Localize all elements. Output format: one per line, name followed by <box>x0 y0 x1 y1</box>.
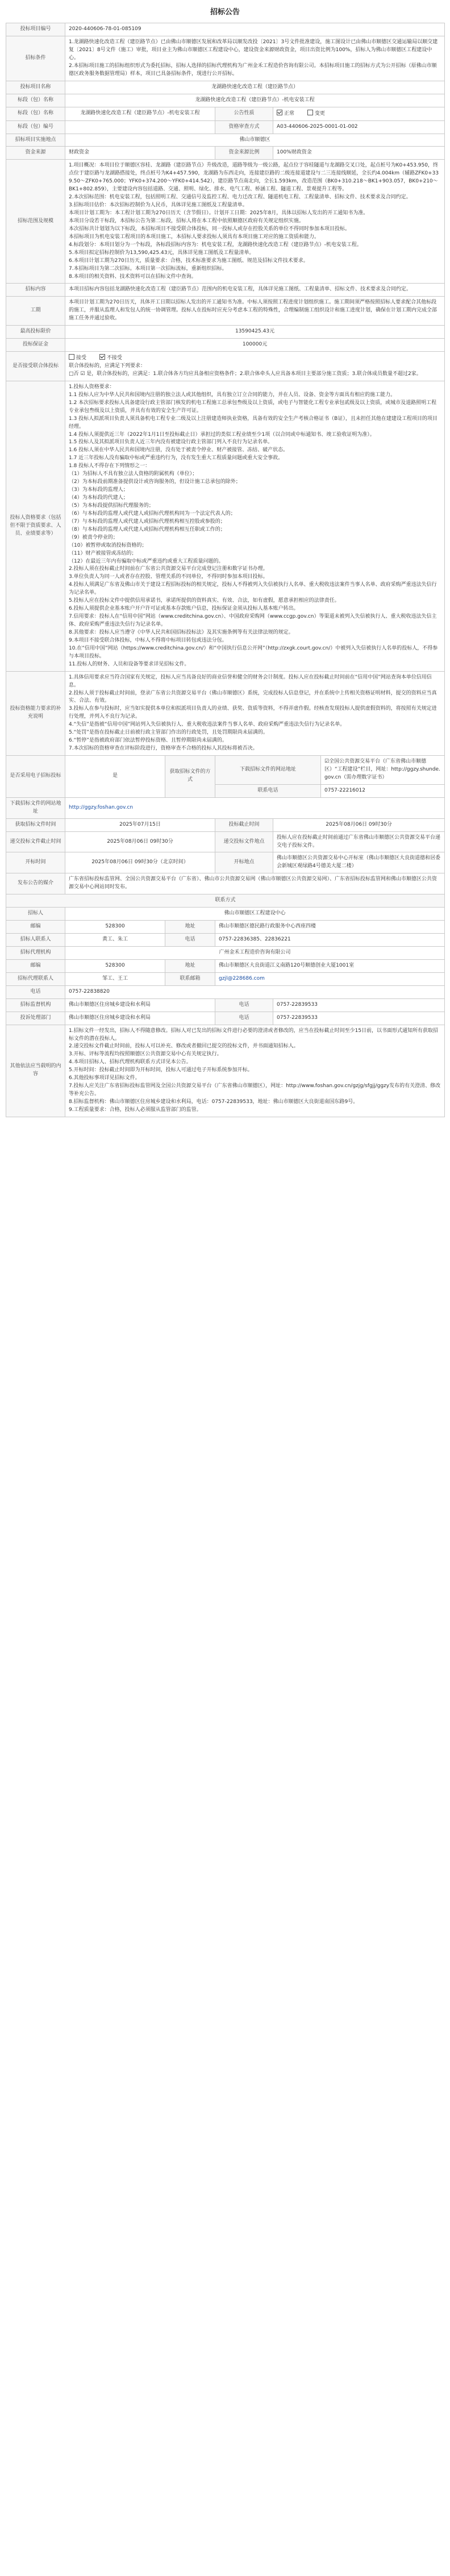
qualification-line: 8.其他要求：投标人应当遵守《中华人民共和国招标投标法》及其实施条例等有关法律法规的规定。 <box>69 629 294 635</box>
row-tenderer <box>6 908 445 921</box>
access-time-label: 获取招标文件时间 <box>6 818 65 831</box>
section-name-label-2: 标段（包）名称 <box>6 107 65 120</box>
qualification-line: 1.3 投标人拟派项目负责人须具备机电工程专业二级及以上注册建造师执业资格，具备有效的安全生产考核合格证书（B证），且未担任其他在建建设工程项目的项目经理。 <box>69 415 438 430</box>
tenderer-contact-label: 招标人联系人 <box>6 934 65 947</box>
row-complaint <box>6 1012 445 1025</box>
fund-source-label: 资金来源 <box>6 147 65 160</box>
access-label: 获取招标文件的方式 <box>165 756 215 798</box>
row-overview <box>6 160 445 284</box>
overview-line: 3.招标项目估价：本次招标控制价为人民币，具体详见施工图纸及工程量清单。 <box>69 202 248 209</box>
row-time-2 <box>6 831 445 852</box>
row-tenderer-contact <box>6 934 445 947</box>
overview-line: 本项目分设若干标段，本招标公告为第二标段，招标人将在本工程中依照顺德区政府有关规定组织实施。 <box>69 218 305 224</box>
verify-line: 4.“失信”是指被“信用中国”网站列入失信被执行人、重大税收违法案件当事人名单、政府采购严重违法失信行为记录名单。 <box>69 722 345 728</box>
overview-line: 6.本项目计划工期为270日历天，质量要求：合格，技术标准要求为施工图纸、规范及招标文件技术要求。 <box>69 257 309 264</box>
fund-source: 财政资金 <box>65 147 215 160</box>
control-price-label: 最高投标限价 <box>6 326 65 339</box>
qualification-line: 4.投标人须满足广东省及佛山市关于建设工程招标投标的相关规定，投标人不得被列入失信被执行人名单、重大税收违法案件当事人名单、政府采购严重违法失信行为记录名单。 <box>69 582 437 596</box>
row-platform <box>6 756 445 785</box>
row-agency <box>6 946 445 959</box>
agency-address: 佛山市顺德区大良街道江义南路120号顺德创业大厦1001室 <box>215 959 445 972</box>
qualification-line: 1.8 投标人不得存在下列情形之一： <box>69 463 151 469</box>
overview-line: 1.项目概况：本项目位于顺德区容桂、龙湖路（建臣路节点）升级改造，道路等级为一级公路，起点位于容桂隧道与龙湖路交叉口处，起点桩号为K0+453.950，终点位于建臣路与龙湖路搭接处，终点桩号为K4+457.590，龙湖路为东西走向，连接建臣路的二级连接道建设与二三连接线顺延，全长约4.004km（辅路ZFK0+339.50～ZFK0+765.000；YFK0+374.200～YFK0+414.542），建臣路节点南北向，全长1.593km，改造范围（BK0+310.218～BK1+903.057，BK0+210～BK1+802.859），主要建设内容包括道路、交通、照明、绿化、排水、电气工程、桥涵工程、隧道工程、景观提升工程等。 <box>69 163 439 193</box>
page-title: 招标公告 <box>210 8 240 16</box>
overview-line: 4.标段划分：本项目划分为一个标段，各标段招标内容为：机电安装工程，龙湖路快速化改造工程（建臣路节点）-机电安装工程。 <box>69 242 362 248</box>
control-price: 13590425.43元 <box>65 326 445 339</box>
joint-option-accept <box>69 354 86 363</box>
agency-email-label: 联系邮箱 <box>165 972 215 985</box>
review-label: 资格审查方式 <box>215 120 273 134</box>
basis-text <box>65 36 445 81</box>
overview-label: 招标范围及规模 <box>6 160 65 284</box>
open-place: 佛山市顺德区公共资源交易中心开标室（佛山市顺德区大良街道德和居委会新城区观绿路4号德美大厦二楼） <box>273 852 445 873</box>
phone: 0757-22216012 <box>321 784 445 797</box>
file-deadline-label: 递交投标文件截止时间 <box>6 831 65 852</box>
tenderer-postcode-label: 邮编 <box>6 921 65 934</box>
project-code: 2020-440606-78-01-085109 <box>65 23 445 36</box>
row-verify <box>6 671 445 755</box>
overview-line: 本项目计划工期为：本工程计划工期为270日历天（含节假日）。计划开工日期：2025年8月，具体以招标人发出的开工通知书为准。 <box>69 210 369 217</box>
row-section-name <box>6 94 445 107</box>
tenderer-phone-label: 电话 <box>165 934 215 947</box>
notice-type <box>273 107 445 120</box>
basis-line: 2.本招标项目施工的招标组织形式为委托招标，招标人选择的招标代理机构为广州金禾工程造价咨询有限公司。本招标项目施工的招标方式为公开招标（原佛山市顺德区政务服务数据管理局）样本，项目已具备招标条件，现进行公开招标。 <box>69 63 437 77</box>
qualification-line: 7.信用要求：投标人在“信用中国”网站（www.creditchina.gov.cn）、中国政府采购网（www.ccgp.gov.cn）等渠道未被列入失信被执行人、重大税收违法失信主体、政府采购严重违法失信行为记录名单。 <box>69 614 437 628</box>
verify-text <box>65 671 445 755</box>
row-project-name <box>6 81 445 94</box>
complaint-phone: 0757-22839533 <box>273 1012 445 1025</box>
verify-line: 2.投标人须于投标截止时间前，登录广东省公共资源交易平台（佛山市顺德区）系统，完成投标人信息登记，并在系统中上传相关资格证明材料，提交的资料应当真实、合法、有效。 <box>69 690 437 704</box>
supervisor-label: 招标监督机构 <box>6 998 65 1012</box>
platform-value: 是 <box>65 756 165 798</box>
other-label: 其他依法应当载明的内容 <box>6 1025 65 1117</box>
row-time-3 <box>6 852 445 873</box>
qualification-line: （5）为本标段提供招标代理服务的； <box>69 502 154 509</box>
agency-email[interactable]: gzjl@228686.com <box>215 972 445 985</box>
agency-postcode-label: 邮编 <box>6 959 65 972</box>
row-basis <box>6 36 445 81</box>
qualification-line: 1.7 近三年投标人没有骗取中标或严重违约行为，没有发生重大工程质量问题或重大安全事故。 <box>69 455 284 461</box>
joint-option-label: 接受 <box>76 355 87 361</box>
section-name: 龙湖路快速化改造工程（建臣路节点）-机电安装工程 <box>65 94 445 107</box>
file-place: 投标人应在投标截止时间前通过广东省佛山市顺德区公共资源交易平台递交电子投标文件。 <box>273 831 445 852</box>
notice-type-label: 公告性质 <box>215 107 273 120</box>
location-label: 招标项目实施地点 <box>6 134 65 147</box>
verify-line: 3.投标人在参与投标时，应当如实提供本单位和拟派项目负责人的业绩、获奖、资质等资料，不得弄虚作假。经核查发现投标人提供虚假资料的，将按照有关规定进行处理，并列入不良行为记录。 <box>69 706 437 720</box>
joint-option-label: 不接受 <box>106 355 122 361</box>
access-time: 2025年07月15日 <box>65 818 215 831</box>
qualification-line: （4）为本标段的代建人； <box>69 495 128 501</box>
unchecked-box-icon <box>307 110 313 115</box>
qualification-line: 3.单位负责人为同一人或者存在控股、管理关系的不同单位，不得同时参加本项目投标。 <box>69 574 268 580</box>
agency-contact-label: 招标代理联系人 <box>6 972 65 985</box>
basis-line: 1.龙湖路快速化改造工程（建臣路节点）已由佛山市顺德区发展和改革局以顺发改投〔2021〕3号文件批准建设，施工图设计已由佛山市顺德区交通运输局以顺交建复〔2021〕8号文件（施工）审批，项目业主为佛山市顺德区工程建设中心，建设资金来源财政资金，项目出资比例为100%，招标人为佛山市顺德区工程建设中心。 <box>69 39 438 61</box>
qualification-line: 1.1 投标人应为中华人民共和国境内注册的独立法人或其他组织，具有独立订立合同的能力，并在人员、设备、资金等方面具有相应的施工能力。 <box>69 392 396 398</box>
other-line: 7.投标人应关注广东省招标投标监管网及全国公共资源交易平台（广东省佛山市顺德区），网址：http://www.foshan.gov.cn/gzjg/sfgjj/ggzy发布的有关澄清、修改等补充公告。 <box>69 1083 441 1097</box>
content-label: 招标内容 <box>6 284 65 297</box>
row-duration <box>6 297 445 326</box>
qualification-line: （11）财产被接管或冻结的； <box>69 550 137 556</box>
tenderer-postcode: 528300 <box>65 921 165 934</box>
tenderer-label: 招标人 <box>6 908 65 921</box>
overview-line: 7.本招标项目为第二次招标。本项目第一次招标流标，重新组织招标。 <box>69 265 227 272</box>
tenderer-contact: 黄工、朱工 <box>65 934 165 947</box>
overview-line: 本招标项目为机电安装工程项目的本项目施工，本招标人要求投标人须具有本项目施工对应的施工资质和能力。 <box>69 234 320 240</box>
tenderer-address: 佛山市顺德区德民路行政服务中心西座四楼 <box>215 921 445 934</box>
row-joint <box>6 352 445 381</box>
agency-name: 广州金禾工程造价咨询有限公司 <box>65 946 445 959</box>
section-code-empty <box>65 120 215 134</box>
row-bond <box>6 339 445 352</box>
supervisor-name: 佛山市顺德区住房城乡建设和水利局 <box>65 998 215 1012</box>
fee-label: 下载招标文件的网站地址 <box>6 797 65 818</box>
content-text: 本项目招标内容包括龙湖路快速化改造工程（建臣路节点）范围内的机电安装工程，具体详见施工图纸、工程量清单、招标文件、技术要求及合同约定。 <box>65 284 445 297</box>
other-line: 6.其他投标事项详见招标文件。 <box>69 1075 140 1081</box>
row-project-code <box>6 23 445 36</box>
qualification-line: （8）与本标段的监理人或代建人或招标代理机构相互任职或工作的； <box>69 526 226 532</box>
open-time: 2025年08月06日 09时30分（北京时间） <box>65 852 215 873</box>
notice-page <box>0 0 450 1123</box>
verify-line: 7.本次招标的资格审查在评标阶段进行，资格审查不合格的投标人其投标将被否决。 <box>69 746 258 752</box>
qualification-line: 1.6 投标人须在中华人民共和国境内注册，没有处于被责令停业、财产被接管、冻结、破产状态。 <box>69 447 289 453</box>
qualification-line: （12）在最近三年内有骗取中标或严重违约或重大工程质量问题的。 <box>69 558 224 564</box>
agency-address-label: 地址 <box>165 959 215 972</box>
access-site-label: 下载招标文件的网站地址 <box>215 756 321 785</box>
joint-label: 是否接受联合体投标 <box>6 352 65 381</box>
agency-phone: 0757-22838820 <box>65 985 445 998</box>
joint-detail: □否 ☑ 是，联合体投标的，应满足：1.联合体各方均应具备相应资格条件；2.联合体牵头人应具备本项目主要部分施工资质；3.联合体成员数量不超过2家。 <box>69 371 422 377</box>
overview-line: 5.本项目拟定招标控制价为13,590,425.43元，具体详见施工图纸及工程量清单。 <box>69 249 255 256</box>
joint-text <box>65 352 445 381</box>
qualification-line: 1.5 投标人及其拟派项目负责人近三年内没有被建设行政主管部门列入不良行为记录名单。 <box>69 439 273 446</box>
media-text: 广东省招标投标监管网、全国公共资源交易平台（广东省）、佛山市公共资源交易网（佛山市顺德区公共资源交易网）、广东省招标投标监管网和佛山市顺德区公共资源交易中心网站同时发布。 <box>65 873 445 894</box>
row-agency-contact <box>6 972 445 985</box>
fee-link[interactable]: http://ggzy.foshan.gov.cn <box>65 797 445 818</box>
deadline-label: 投标截止时间 <box>215 818 273 831</box>
open-place-label: 开标地点 <box>215 852 273 873</box>
qualification-line: （2）为本标段前期准备提供设计或咨询服务的，但设计施工总承包的除外； <box>69 479 241 485</box>
phone-label: 联系电话 <box>215 784 321 797</box>
overview-line: 本次招标共计划划为以下标段，本招标项目不接受联合体投标，同一投标人或存在控股关系的单位不得同时参加本项目投标。 <box>69 226 351 232</box>
supervisor-phone: 0757-22839533 <box>273 998 445 1012</box>
row-media <box>6 873 445 894</box>
row-time-1 <box>6 818 445 831</box>
fund-ratio-label: 资金来源比例 <box>215 147 273 160</box>
bond: 100000元 <box>65 339 445 352</box>
row-section-detail <box>6 107 445 120</box>
other-text <box>65 1025 445 1117</box>
qualification-line: （10）被暂停或取消投标资格的； <box>69 542 147 548</box>
tenderer-name: 佛山市顺德区工程建设中心 <box>65 908 445 921</box>
overview-text <box>65 160 445 284</box>
project-name-label: 投标项目名称 <box>6 81 65 94</box>
qualification-line: （1）为招标人不具有独立法人资格的附属机构（单位）； <box>69 471 198 477</box>
complaint-phone-label: 电话 <box>215 1012 273 1025</box>
qualification-line: 11.投标人的财务、人员和设备等要求详见招标文件。 <box>69 661 190 667</box>
notice-type-option-label: 变更 <box>314 110 325 116</box>
qualification-line: 1.投标人资格要求： <box>69 384 115 390</box>
open-time-label: 开标时间 <box>6 852 65 873</box>
qualification-line: （6）与本标段的监理人或代建人或招标代理机构同为一个法定代表人的； <box>69 510 236 517</box>
verify-line: 6.“暂停”是指被政府部门依法暂停投标资格、且暂停期限尚未届满的。 <box>69 738 227 744</box>
row-content <box>6 284 445 297</box>
verify-line: 1.具体信用要求应当符合国家有关规定，投标人应当具备良好的商业信誉和健全的财务会计制度。投标人应在投标截止时间前在“信用中国”网站查询本单位信用信息。 <box>69 674 432 688</box>
joint-note: 联合体投标的，应满足下列要求： <box>69 363 146 369</box>
agency-phone-label: 电话 <box>6 985 65 998</box>
file-place-label: 递交投标文件地点 <box>215 831 273 852</box>
file-deadline: 2025年08月06日 09时30分 <box>65 831 215 852</box>
section-code: A03-440606-2025-0001-01-002 <box>273 120 445 134</box>
other-line: 9.工程质量要求：合格，投标人必须服从监管部门的监管。 <box>69 1106 202 1113</box>
row-supervisor <box>6 998 445 1012</box>
row-location <box>6 134 445 147</box>
channel-text: ☑全国公共资源交易平台（广东省佛山市顺德区）“工程建设”栏目，网址：http://ggzy.shunde.gov.cn（需办理数字证书） <box>321 756 445 785</box>
checked-box-icon <box>99 354 105 360</box>
complaint-label: 投诉处理部门 <box>6 1012 65 1025</box>
qualification-line: （7）与本标段的监理人或代建人或招标代理机构相互控股或参股的； <box>69 518 226 525</box>
unchecked-box-icon <box>69 354 74 360</box>
overview-line: 2.本次招标范围：机电安装工程，包括照明工程、交通信号及监控工程、电力迁改工程、隧道机电工程、工程量清单、招标文件、技术要求及合同约定。 <box>69 194 411 201</box>
duration-label: 工期 <box>6 297 65 326</box>
basis-label: 招标条件 <box>6 36 65 81</box>
overview-line: 8.本项目的相关资料、技术资料可以在招标文件中查询。 <box>69 273 197 280</box>
tenderer-phone: 0757-22836385、22836221 <box>215 934 445 947</box>
qualification-text <box>65 381 445 671</box>
qualification-line: 2.投标人须在投标截止时间前在广东省公共资源交易平台完成登记注册和数字证书办理。 <box>69 566 268 572</box>
section-code-label: 标段（包）编号 <box>6 120 65 134</box>
agency-postcode: 528300 <box>65 959 165 972</box>
qualification-line: 10.在“信用中国”网站（https://www.creditchina.gov.cn/）和“中国执行信息公开网”（http://zxgk.court.gov.cn/）中被列入失信被执行人名单的投标人，不得参与本项目投标。 <box>69 645 438 659</box>
qualification-line: 9.本项目不接受联合体投标，中标人不得将中标项目转包或违法分包。 <box>69 637 227 643</box>
section-name-label: 标段（包）名称 <box>6 94 65 107</box>
row-agency-phone <box>6 985 445 998</box>
qualification-label: 投标人资格要求（包括但不限于资质要求、人员、业绩要求等） <box>6 381 65 671</box>
row-agency-address <box>6 959 445 972</box>
section-name-2: 龙湖路快速化改造工程（建臣路节点）-机电安装工程 <box>65 107 215 120</box>
media-label: 发布公告的媒介 <box>6 873 65 894</box>
agency-contact: 邹工、王工 <box>65 972 165 985</box>
row-contact-header <box>6 894 445 908</box>
row-control-price <box>6 326 445 339</box>
duration-text: 本项目计划工期为270日历天，具体开工日期以招标人发出的开工通知书为准。中标人须按照工程进度计划组织施工。施工期间须严格按照招标人要求配合其他标段的施工，并服从监理人和发包人的统一协调管理。投标人在投标时应充分考虑本工程的特殊性，合理编制施工组织设计和施工进度计划，确保在计划工期内完成全部施工任务并通过验收。 <box>65 297 445 326</box>
checked-box-icon <box>277 110 282 115</box>
qualification-line: （3）为本标段的监理人； <box>69 487 128 493</box>
qualification-line: 1.4 投标人须提供近三年（2022年1月1日至投标截止日）承担过的类似工程业绩至少1项（以合同或中标通知书、竣工验收证明为准）。 <box>69 431 375 438</box>
verify-line: 5.“处罚”是指在投标截止日前被行政主管部门作出的行政处罚，且处罚期限尚未届满的。 <box>69 730 268 736</box>
row-other <box>6 1025 445 1117</box>
other-line: 3.开标、评标等流程均按照顺德区公共资源交易中心有关规定执行。 <box>69 1051 222 1058</box>
row-tenderer-address <box>6 921 445 934</box>
row-fund <box>6 147 445 160</box>
verify-label: 投标资格能力要求的补充说明 <box>6 671 65 755</box>
other-line: 8.招标监督机构：佛山市顺德区住房城乡建设和水利局，电话：0757-22839533，地址：佛山市顺德区大良街道南国东路9号。 <box>69 1099 359 1105</box>
complaint-name: 佛山市顺德区住房城乡建设和水利局 <box>65 1012 215 1025</box>
supervisor-phone-label: 电话 <box>215 998 273 1012</box>
qualification-line: （9）被责令停业的； <box>69 534 118 540</box>
contact-header: 联系方式 <box>6 894 445 908</box>
row-qualification <box>6 381 445 671</box>
platform-label: 是否采用电子招标投标 <box>6 756 65 798</box>
notice-type-option-normal <box>277 110 294 118</box>
notice-type-option-label: 正常 <box>284 110 295 116</box>
project-name: 龙湖路快速化改造工程（建臣路节点） <box>65 81 445 94</box>
notice-table <box>6 23 445 1117</box>
other-line: 5.开标时间：投标截止时间即为开标时间，投标人可通过电子开标系统参加开标。 <box>69 1067 253 1073</box>
qualification-line: 5.投标人应在投标文件中提供信用承诺书，承诺所提供的资料真实、有效、合法，如有虚假，愿意承担相应的法律责任。 <box>69 598 340 604</box>
project-code-label: 投标项目编号 <box>6 23 65 36</box>
location: 佛山市顺德区 <box>65 134 445 147</box>
other-line: 2.递交投标文件截止时间前，投标人可以补充、修改或者撤回已提交的投标文件，并书面通知招标人。 <box>69 1043 299 1050</box>
agency-label: 招标代理机构 <box>6 946 65 959</box>
qualification-line: 1.2 本次招标要求投标人具备建设行政主管部门核发的机电工程施工总承包叁级及以上资质，或电子与智能化工程专业承包贰级及以上资质，或城市及道路照明工程专业承包叁级及以上资质，并具有有效的安全生产许可证。 <box>69 399 437 414</box>
deadline: 2025年08月06日 09时30分 <box>273 818 445 831</box>
row-fee <box>6 797 445 818</box>
bond-label: 投标保证金 <box>6 339 65 352</box>
tenderer-address-label: 地址 <box>165 921 215 934</box>
other-line: 1.招标文件一经发出，招标人不得随意修改。招标人对已发出的招标文件进行必要的澄清或者修改的，应当在投标截止时间至少15日前，以书面形式通知所有获取招标文件的潜在投标人。 <box>69 1027 439 1042</box>
other-line: 4.本项目招标人、招标代理机构联系方式详见本公告。 <box>69 1059 191 1066</box>
fund-ratio: 100%财政资金 <box>273 147 445 160</box>
joint-option-reject <box>99 354 122 363</box>
notice-type-option-change <box>307 110 325 118</box>
qualification-line: 6.投标人须提供企业基本账户开户许可证或基本存款账户信息，投标保证金须从投标人基本账户转出。 <box>69 606 299 612</box>
row-section-code <box>6 120 445 134</box>
